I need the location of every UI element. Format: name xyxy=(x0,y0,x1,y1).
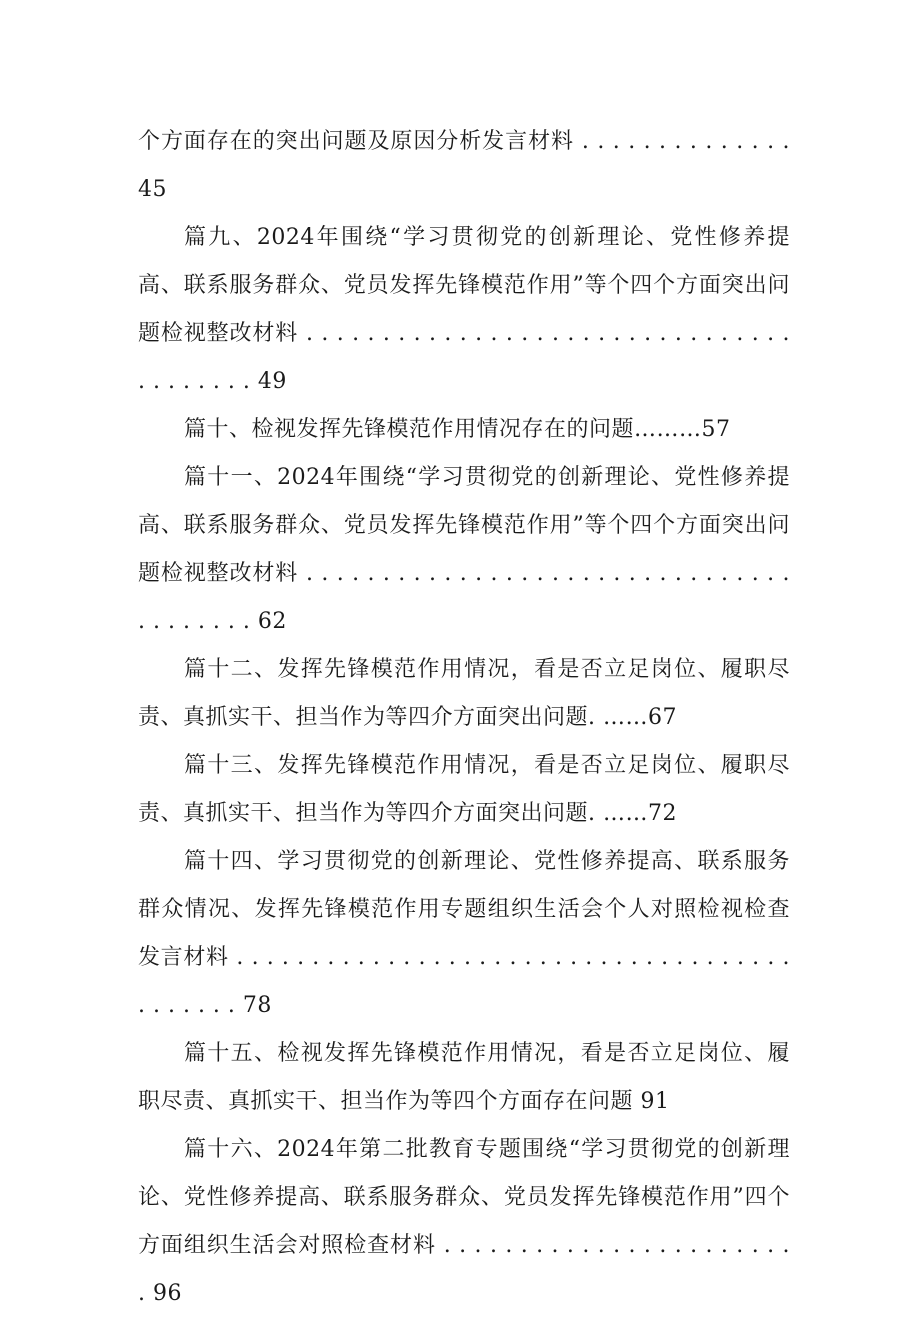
toc-entry[interactable]: 篇九、2024年围绕“学习贯彻党的创新理论、党性修养提高、联系服务群众、党员发挥先锋模范作用”等个四个方面突出问题检视整改材料 . . . . . . . . . . . . . . . . . . . . . . . . . . . . . . . . . . . . . . . . 49 xyxy=(138,225,790,394)
toc-entry[interactable]: 个方面存在的突出问题及原因分析发言材料 . . . . . . . . . . . . . . 45 xyxy=(138,129,790,202)
table-of-contents xyxy=(138,118,790,1318)
toc-entry[interactable]: 篇十五、检视发挥先锋模范作用情况，看是否立足岗位、履职尽责、真抓实干、担当作为等四个方面存在问题 91 xyxy=(138,1041,790,1114)
toc-entry[interactable]: 篇十、检视发挥先锋模范作用情况存在的问题………57 xyxy=(184,417,731,442)
toc-entry[interactable]: 篇十四、学习贯彻党的创新理论、党性修养提高、联系服务群众情况、发挥先锋模范作用专题组织生活会个人对照检视检查发言材料 . . . . . . . . . . . . . . . . . . . . . . . . . . . . . . . . . . . . . . . . . . . . 78 xyxy=(138,849,790,1018)
toc-entry[interactable]: 篇十一、2024年围绕“学习贯彻党的创新理论、党性修养提高、联系服务群众、党员发挥先锋模范作用”等个四个方面突出问题检视整改材料 . . . . . . . . . . . . . . . . . . . . . . . . . . . . . . . . . . . . . . . . 62 xyxy=(138,465,790,634)
toc-entry[interactable]: 篇十六、2024年第二批教育专题围绕“学习贯彻党的创新理论、党性修养提高、联系服务群众、党员发挥先锋模范作用”四个方面组织生活会对照检查材料 . . . . . . . . . . . . . . . . . . . . . . . . 96 xyxy=(138,1137,790,1306)
toc-entry[interactable]: 篇十三、发挥先锋模范作用情况，看是否立足岗位、履职尽责、真抓实干、担当作为等四介方面突出问题. ……72 xyxy=(138,753,790,826)
toc-entry[interactable]: 篇十二、发挥先锋模范作用情况，看是否立足岗位、履职尽责、真抓实干、担当作为等四介方面突出问题. ……67 xyxy=(138,657,790,730)
